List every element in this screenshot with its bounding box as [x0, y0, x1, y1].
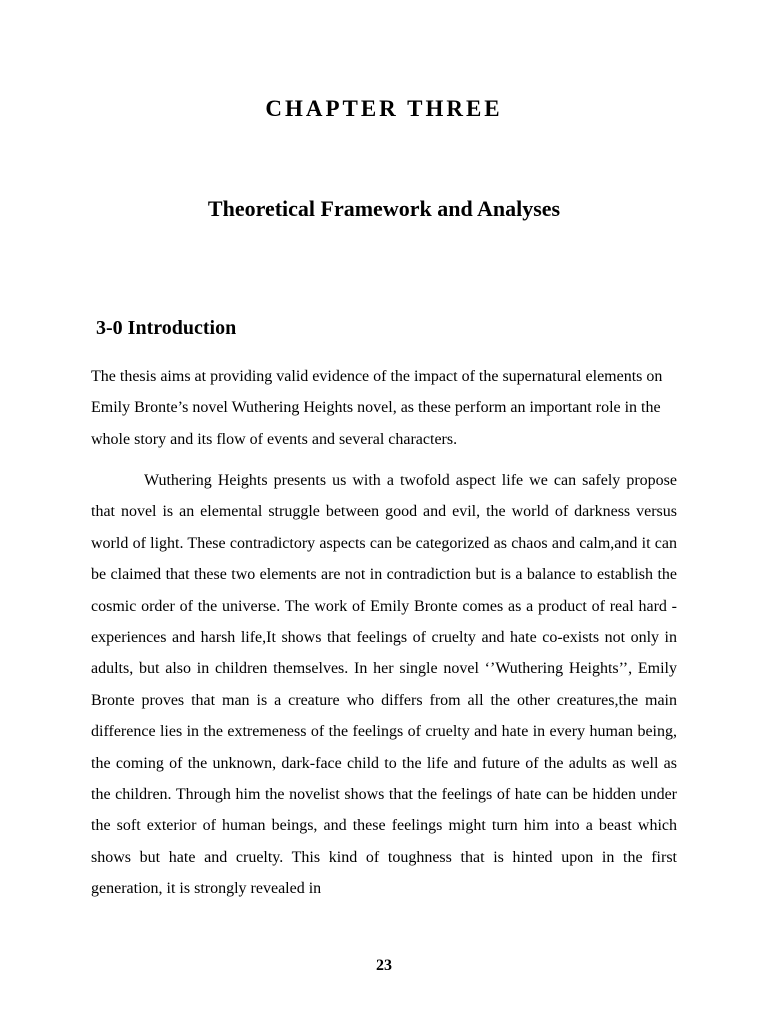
body-paragraph: The thesis aims at providing valid evidence of the impact of the supernatural elements on Emily Bronte’s novel Wuthering Heights novel, as these perform an important role in the whole story and its flow of events and several characters.	[91, 368, 663, 448]
section-heading: 3-0 Introduction	[96, 317, 237, 339]
chapter-title: CHAPTER THREE	[265, 96, 503, 121]
page-number: 23	[376, 957, 392, 974]
chapter-subtitle: Theoretical Framework and Analyses	[207, 196, 561, 221]
body-paragraph: Wuthering Heights presents us with a twofold aspect life we can safely propose that novel is an elemental struggle between good and evil, the world of darkness versus world of light. These contradictory aspects can be categorized as chaos and calm,and it can be claimed that these two elements are not in contradiction but is a balance to establish the cosmic order of the universe. The work of Emily Bronte comes as a product of real hard - experiences and harsh life,It shows that feelings of cruelty and hate co-exists not only in adults, but also in children themselves. In her single novel ‘’Wuthering Heights’’, Emily Bronte proves that man is a creature who differs from all the other creatures,the main difference lies in the extremeness of the feelings of cruelty and hate in every human being, the coming of the unknown, dark-face child to the life and future of the adults as well as the children. Through him the novelist shows that the feelings of hate can be hidden under the soft exterior of human beings, and these feelings might turn him into a beast which shows but hate and cruelty. This kind of toughness that is hinted upon in the first generation, it is strongly revealed in	[91, 472, 677, 898]
